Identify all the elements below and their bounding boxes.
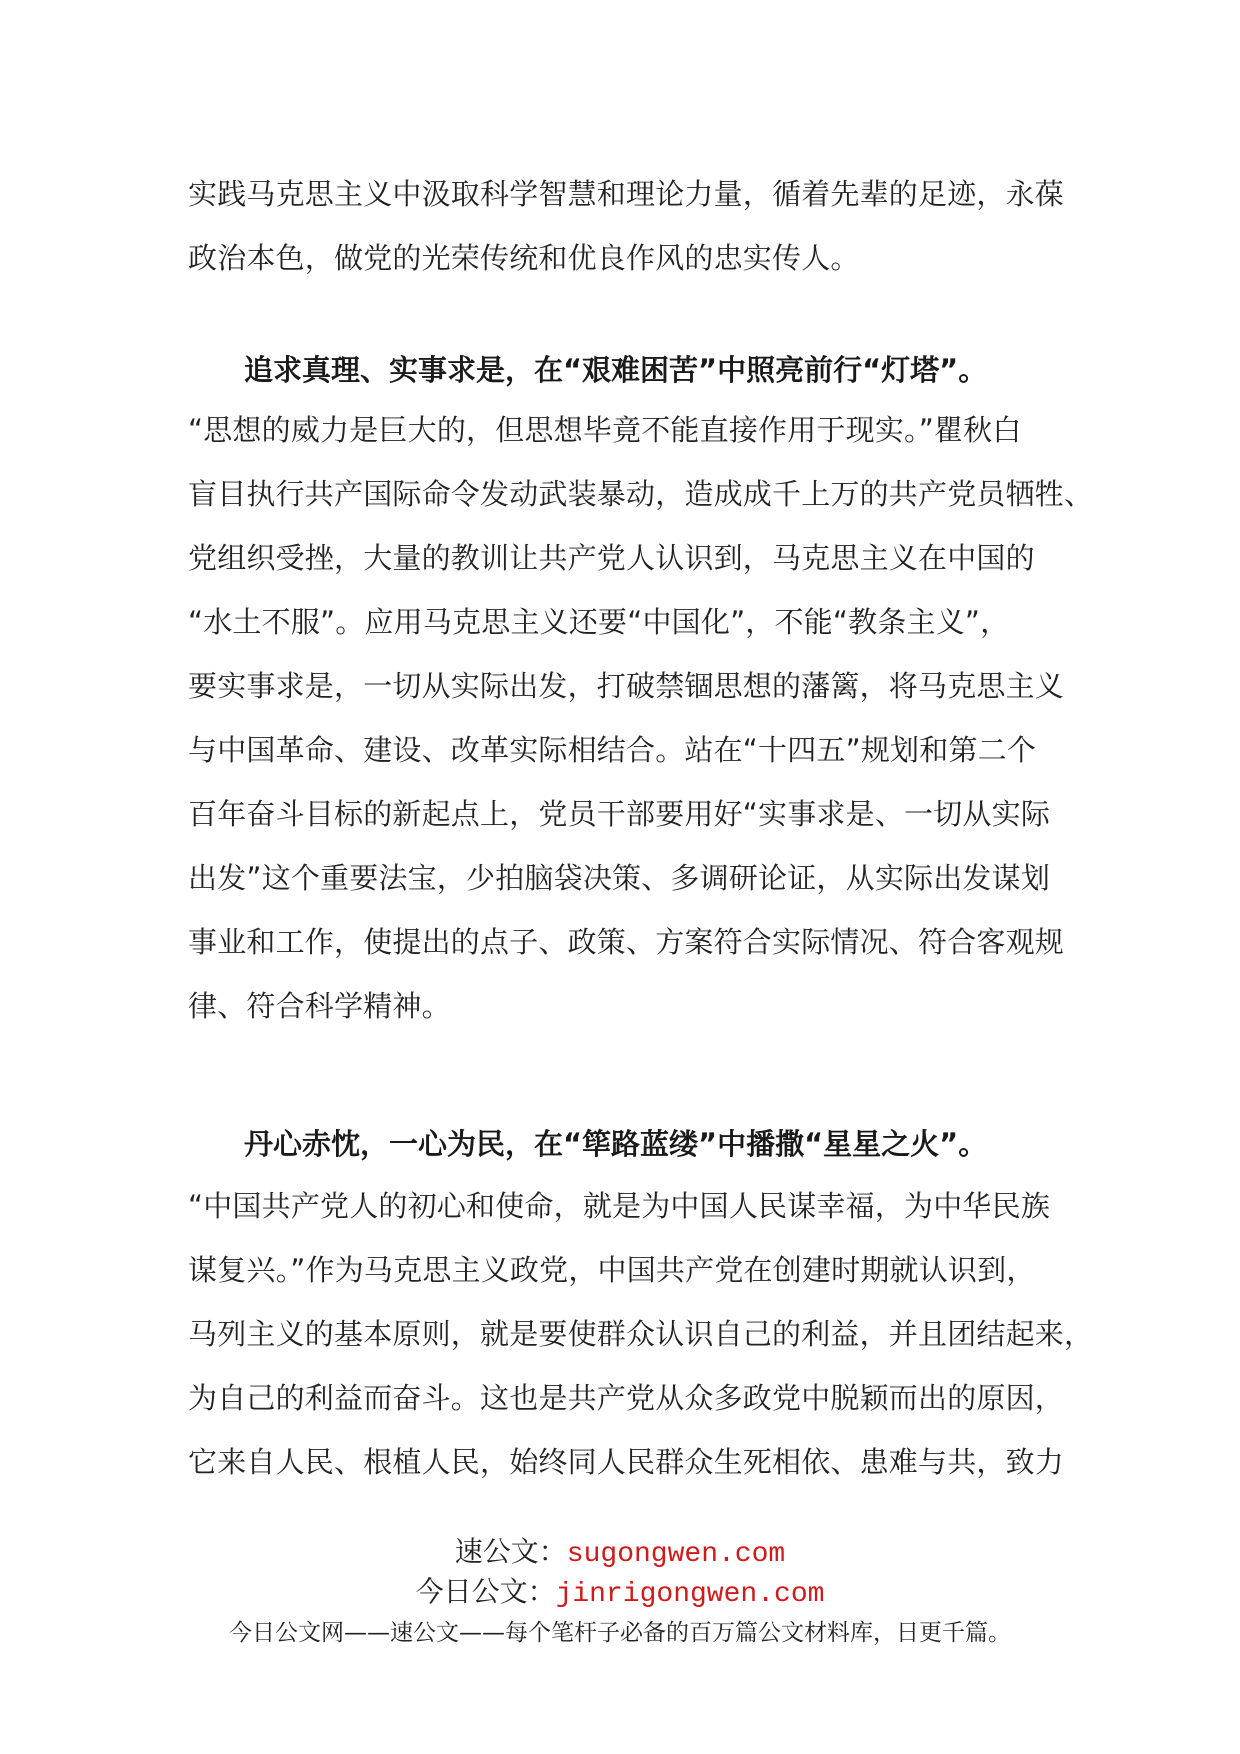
paragraph-3-line-3: 马列主义的基本原则，就是要使群众认识自己的利益，并且团结起来， (188, 1317, 1094, 1351)
footer-jinrigongwen (0, 1574, 1240, 1613)
paragraph-2-line-4: “水土不服”。应用马克思主义还要“中国化”，不能“教条主义”， (188, 605, 1010, 639)
paragraph-1-line-2: 政治本色，做党的光荣传统和优良作风的忠实传人。 (188, 241, 860, 275)
section-heading-2: 丹心赤忱，一心为民，在“筚路蓝缕”中播撒“星星之火”。 (244, 1127, 988, 1161)
footer-jinrigongwen-label: 今日公文： (415, 1575, 556, 1608)
paragraph-3-line-1: “中国共产党人的初心和使命，就是为中国人民谋幸福，为中华民族 (188, 1189, 1051, 1223)
paragraph-2-line-5: 要实事求是，一切从实际出发，打破禁锢思想的藩篱，将马克思主义 (188, 669, 1065, 703)
paragraph-2-line-10: 律、符合科学精神。 (188, 989, 451, 1023)
section-heading-1: 追求真理、实事求是，在“艰难困苦”中照亮前行“灯塔”。 (244, 353, 988, 387)
paragraph-3-line-5: 它来自人民、根植人民，始终同人民群众生死相依、患难与共，致力 (188, 1445, 1065, 1479)
paragraph-2-line-9: 事业和工作，使提出的点子、政策、方案符合实际情况、符合客观规 (188, 925, 1065, 959)
paragraph-2-line-8: 出发”这个重要法宝，少拍脑袋决策、多调研论证，从实际出发谋划 (188, 861, 1051, 895)
footer-slogan: 今日公文网——速公文——每个笔杆子必备的百万篇公文材料库，日更千篇。 (229, 1620, 1011, 1646)
paragraph-2-line-3: 党组织受挫，大量的教训让共产党人认识到，马克思主义在中国的 (188, 541, 1035, 575)
paragraph-1-line-1: 实践马克思主义中汲取科学智慧和理论力量，循着先辈的足迹，永葆 (188, 177, 1065, 211)
paragraph-3-line-4: 为自己的利益而奋斗。这也是共产党从众多政党中脱颖而出的原因， (188, 1381, 1065, 1415)
paragraph-2-line-7: 百年奋斗目标的新起点上，党员干部要用好“实事求是、一切从实际 (188, 797, 1051, 831)
paragraph-2-line-1: “思想的威力是巨大的，但思想毕竟不能直接作用于现实。”瞿秋白 (188, 413, 1022, 447)
paragraph-2-line-6: 与中国革命、建设、改革实际相结合。站在“十四五”规划和第二个 (188, 733, 1037, 767)
footer-sugongwen-link[interactable]: sugongwen.com (566, 1539, 786, 1570)
footer-sugongwen-label: 速公文： (454, 1535, 567, 1568)
paragraph-3-line-2: 谋复兴。”作为马克思主义政党，中国共产党在创建时期就认识到， (188, 1253, 1036, 1287)
footer-sugongwen (0, 1534, 1240, 1573)
footer-jinrigongwen-link[interactable]: jinrigongwen.com (555, 1579, 825, 1610)
paragraph-2-line-2: 盲目执行共产国际命令发动武装暴动，造成成千上万的共产党员牺牲、 (188, 477, 1094, 511)
